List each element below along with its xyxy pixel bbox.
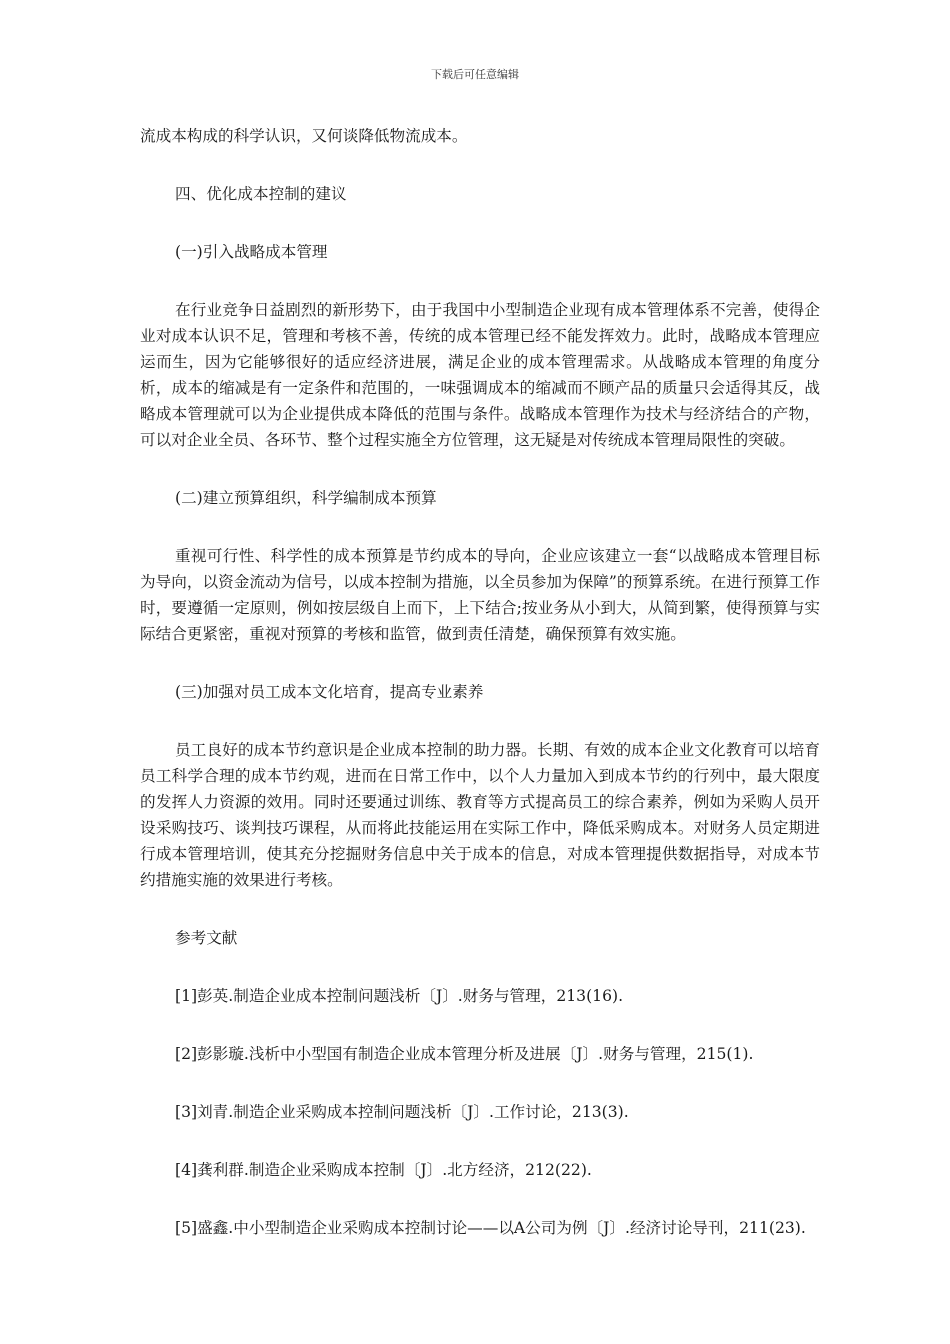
subsection-heading: (三)加强对员工成本文化培育，提高专业素养: [175, 683, 484, 701]
section-heading: 四、优化成本控制的建议: [175, 185, 347, 203]
reference-item: [2]彭影璇.浅析中小型国有制造企业成本管理分析及进展〔J〕.财务与管理，215(1).: [175, 1045, 754, 1063]
page-header: 下载后可任意编辑: [431, 68, 519, 81]
reference-item: [3]刘青.制造企业采购成本控制问题浅析〔J〕.工作讨论，213(3).: [175, 1103, 629, 1121]
references-heading: 参考文献: [175, 929, 238, 947]
subsection-heading: (二)建立预算组织，科学编制成本预算: [175, 489, 437, 507]
reference-item: [1]彭英.制造企业成本控制问题浅析〔J〕.财务与管理，213(16).: [175, 987, 624, 1005]
reference-item: [4]龚利群.制造企业采购成本控制〔J〕.北方经济，212(22).: [175, 1161, 592, 1179]
paragraph: 重视可行性、科学性的成本预算是节约成本的导向，企业应该建立一套“以战略成本管理目标为导向，以资金流动为信号，以成本控制为措施，以全员参加为保障”的预算系统。在进行预算工作时，要遵循一定原则，例如按层级自上而下，上下结合;按业务从小到大，从简到繁，使得预算与实际结合更紧密，重视对预算的考核和监管，做到责任清楚，确保预算有效实施。: [140, 547, 820, 643]
subsection-heading: (一)引入战略成本管理: [175, 243, 328, 261]
document-body: [140, 123, 820, 1241]
reference-item: [5]盛鑫.中小型制造企业采购成本控制讨论——以A公司为例〔J〕.经济讨论导刊，211(23).: [175, 1219, 806, 1237]
paragraph: 流成本构成的科学认识，又何谈降低物流成本。: [140, 127, 468, 145]
paragraph: 在行业竞争日益剧烈的新形势下，由于我国中小型制造企业现有成本管理体系不完善，使得企业对成本认识不足，管理和考核不善，传统的成本管理已经不能发挥效力。此时，战略成本管理应运而生，因为它能够很好的适应经济进展，满足企业的成本管理需求。从战略成本管理的角度分析，成本的缩减是有一定条件和范围的，一味强调成本的缩减而不顾产品的质量只会适得其反，战略成本管理就可以为企业提供成本降低的范围与条件。战略成本管理作为技术与经济结合的产物，可以对企业全员、各环节、整个过程实施全方位管理，这无疑是对传统成本管理局限性的突破。: [140, 301, 820, 449]
paragraph: 员工良好的成本节约意识是企业成本控制的助力器。长期、有效的成本企业文化教育可以培育员工科学合理的成本节约观，进而在日常工作中，以个人力量加入到成本节约的行列中，最大限度的发挥人力资源的效用。同时还要通过训练、教育等方式提高员工的综合素养，例如为采购人员开设采购技巧、谈判技巧课程，从而将此技能运用在实际工作中，降低采购成本。对财务人员定期进行成本管理培训，使其充分挖掘财务信息中关于成本的信息，对成本管理提供数据指导，对成本节约措施实施的效果进行考核。: [140, 741, 820, 889]
